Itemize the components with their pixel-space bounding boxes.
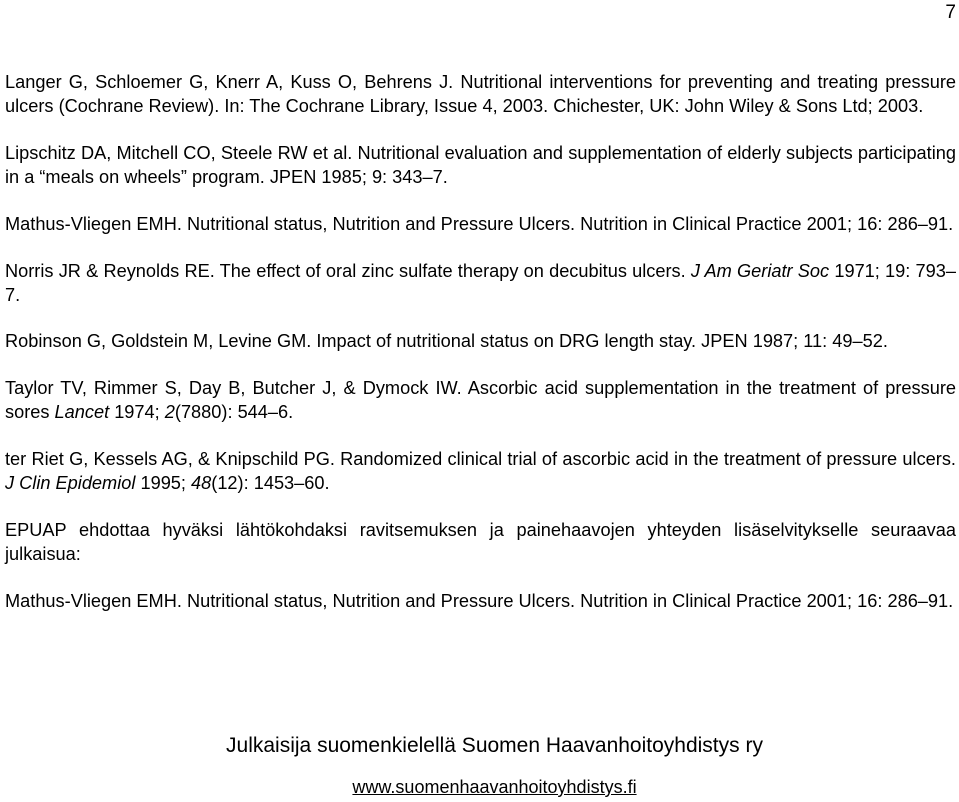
page-number: 7 [945, 2, 956, 23]
reference-entry [5, 212, 956, 236]
reference-text: ter Riet G, Kessels AG, & Knipschild PG. Randomized clinical trial of ascorbic acid in the treatment of pressure ulcers. [5, 449, 956, 470]
reference-list [5, 70, 956, 636]
reference-text: 1974; [109, 402, 165, 423]
reference-entry [5, 447, 956, 495]
body-paragraph [5, 518, 956, 566]
reference-text: EPUAP ehdottaa hyväksi lähtökohdaksi ravitsemuksen ja painehaavojen yhteyden lisäselvitykselle seuraavaa julkaisua: [5, 519, 956, 565]
reference-text: Mathus-Vliegen EMH. Nutritional status, Nutrition and Pressure Ulcers. Nutrition in Clinical Practice 2001; 16: 286–91. [5, 590, 954, 611]
reference-entry [5, 259, 956, 307]
publisher-note: Julkaisija suomenkielellä Suomen Haavanhoitoyhdistys ry [226, 734, 763, 757]
reference-italic-text: Lancet [54, 402, 110, 423]
reference-text: Norris JR & Reynolds RE. The effect of oral zinc sulfate therapy on decubitus ulcers. [5, 260, 691, 281]
publisher-website-link[interactable]: www.suomenhaavanhoitoyhdistys.fi [352, 777, 637, 797]
reference-italic-text: J Clin Epidemiol [5, 473, 136, 494]
reference-entry [5, 141, 956, 189]
reference-entry [5, 329, 956, 353]
reference-text: Taylor TV, Rimmer S, Day B, Butcher J, & Dymock IW. Ascorbic acid supplementation in the treatment of pressure sores [5, 378, 956, 423]
reference-text: 1995; [135, 473, 192, 494]
reference-entry [5, 70, 956, 118]
reference-italic-text: 48 [191, 473, 212, 494]
reference-text: Robinson G, Goldstein M, Levine GM. Impact of nutritional status on DRG length stay. JPEN 1987; 11: 49–52. [5, 331, 888, 352]
reference-italic-text: 2 [164, 402, 175, 423]
reference-text: Mathus-Vliegen EMH. Nutritional status, Nutrition and Pressure Ulcers. Nutrition in Clinical Practice 2001; 16: 286–91. [5, 213, 954, 234]
reference-entry [5, 589, 956, 613]
reference-text: 1971; 19: 793–7. [5, 260, 956, 305]
reference-text: Langer G, Schloemer G, Knerr A, Kuss O, Behrens J. Nutritional interventions for preventing and treating pressure ulcers (Cochrane Review). In: The Cochrane Library, Issue 4, 2003. Chichester, UK: John Wiley & Sons Ltd; 2003. [5, 72, 956, 117]
reference-entry [5, 376, 956, 424]
reference-text: (12): 1453–60. [211, 473, 330, 494]
reference-italic-text: J Am Geriatr Soc [690, 260, 830, 281]
reference-text: (7880): 544–6. [174, 402, 294, 423]
reference-text: Lipschitz DA, Mitchell CO, Steele RW et al. Nutritional evaluation and supplementation of elderly subjects participating in a “meals on wheels” program. JPEN 1985; 9: 343–7. [5, 142, 956, 188]
